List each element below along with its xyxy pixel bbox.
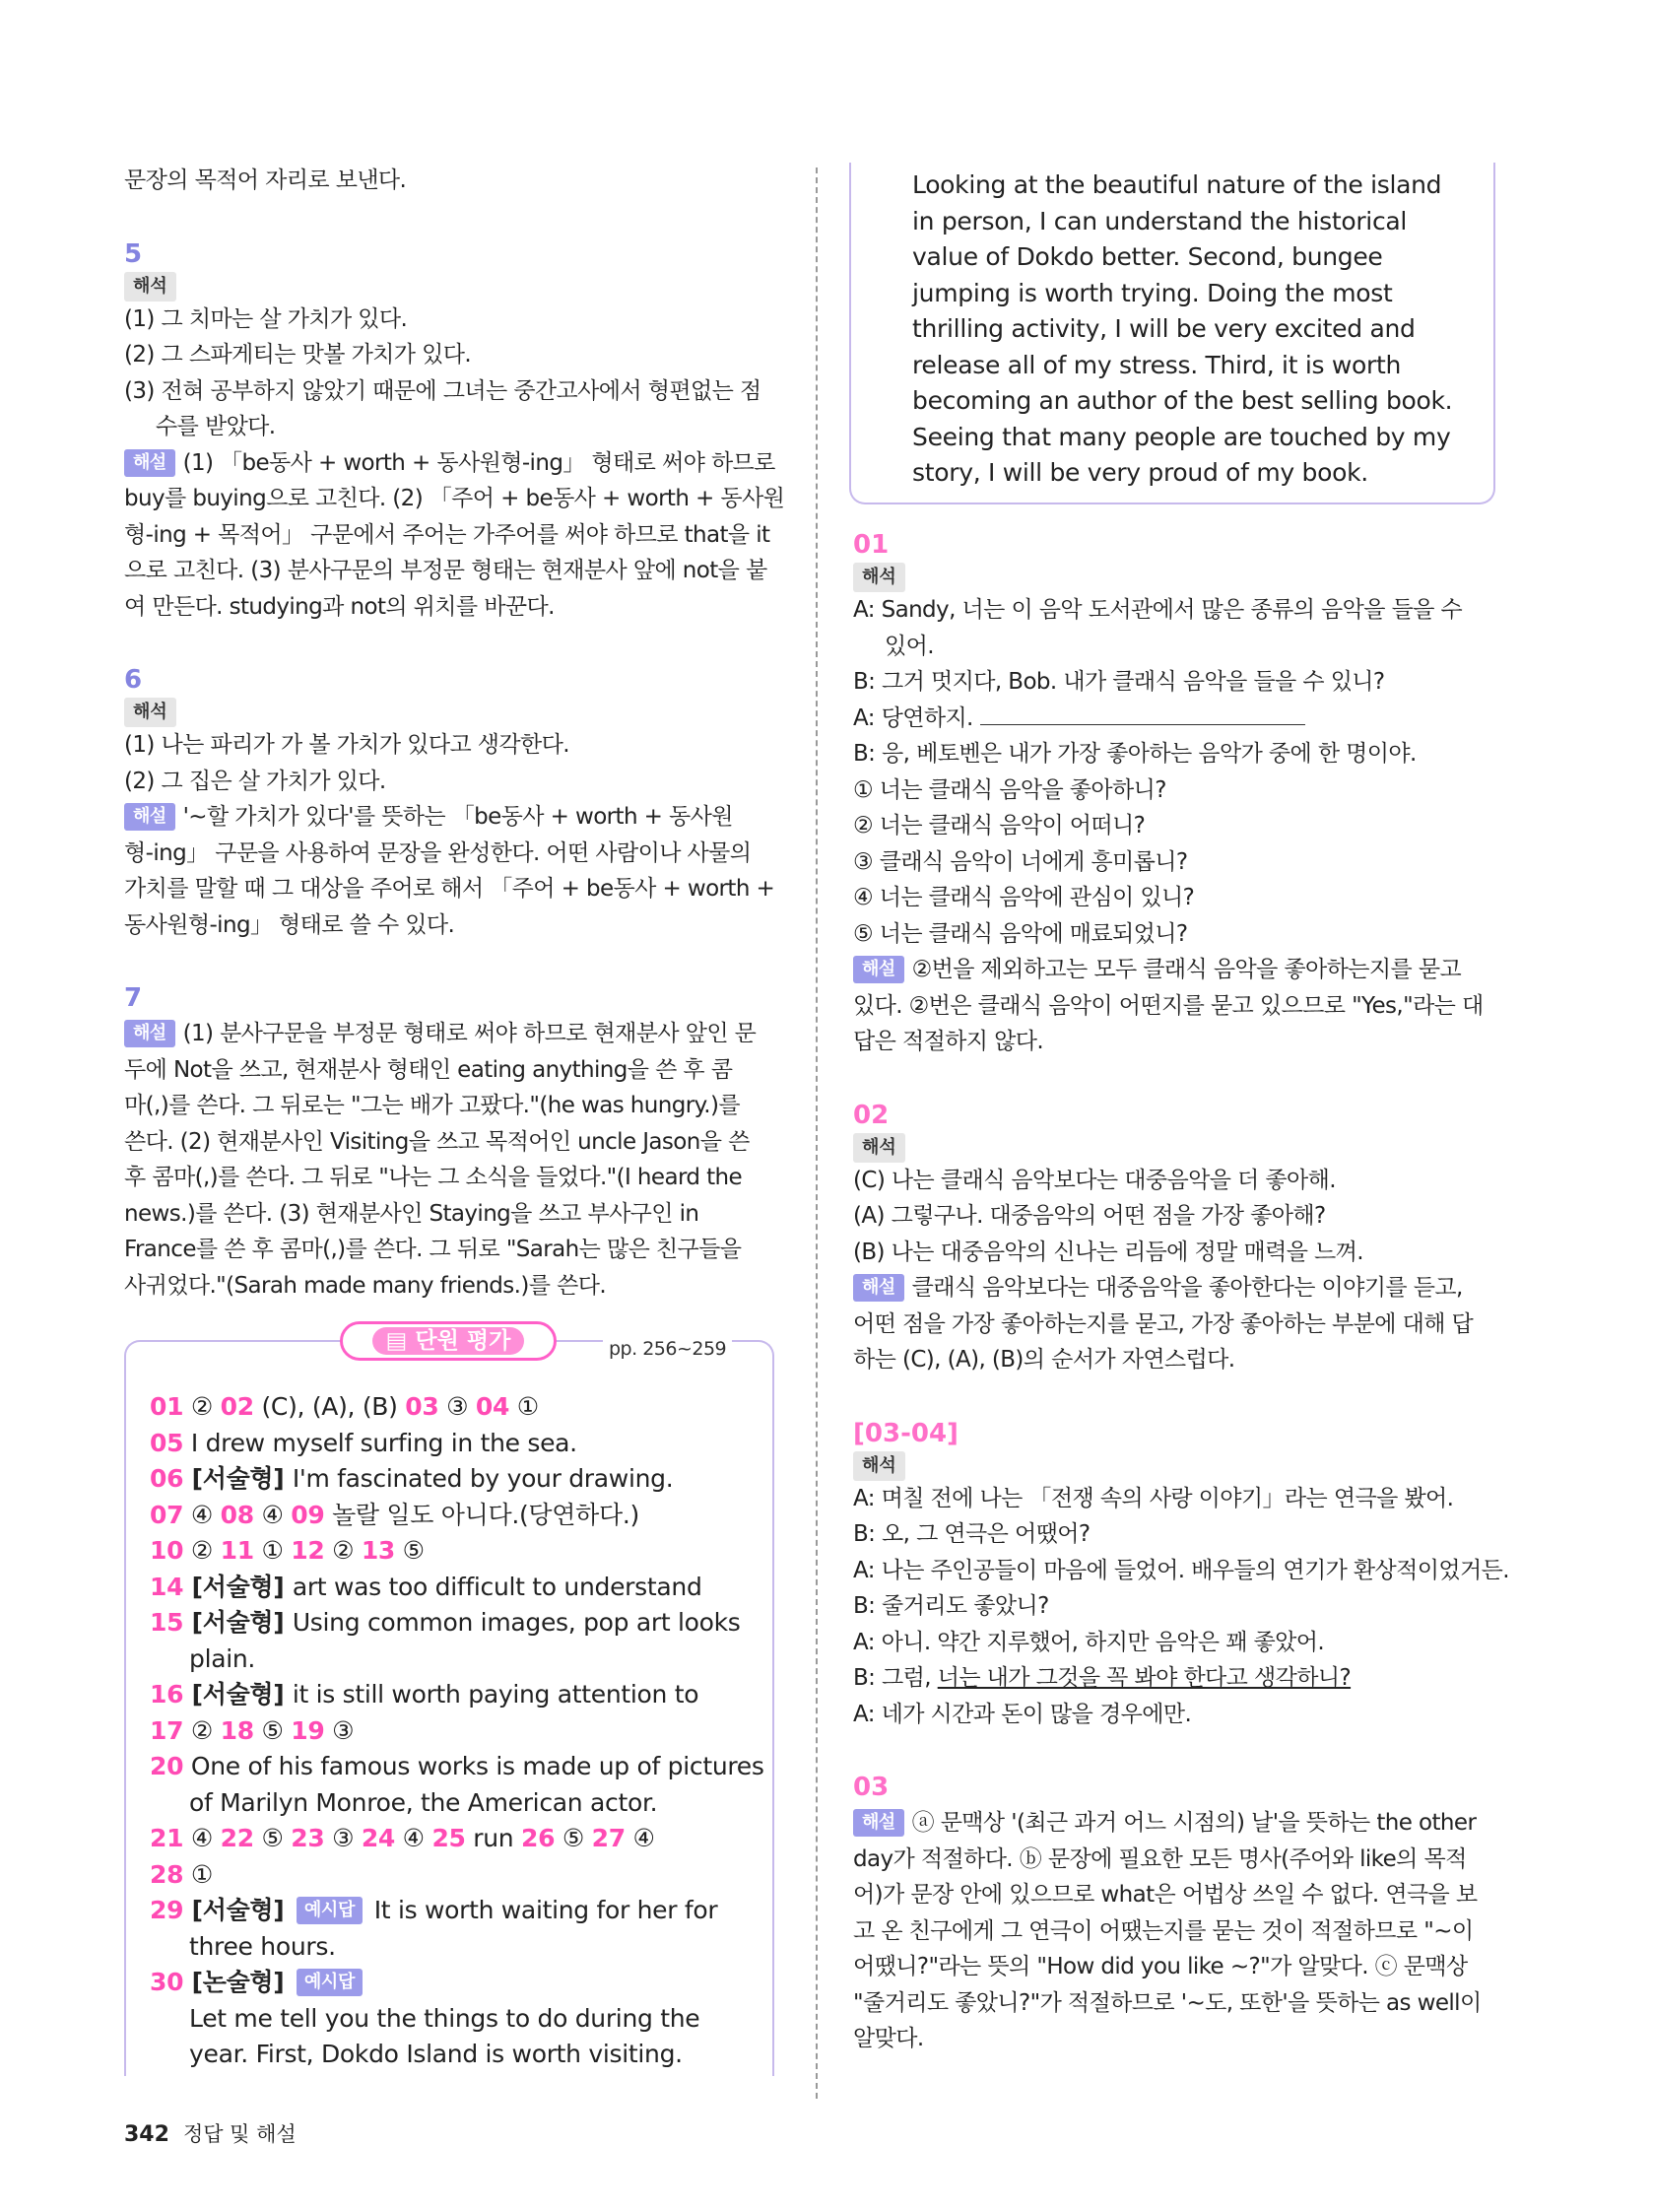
answer-number: 07 bbox=[150, 1500, 184, 1529]
answer-line bbox=[150, 1785, 760, 1822]
translation-tag: 해석 bbox=[853, 1133, 905, 1163]
explanation-line: "줄거리도 좋았니?"가 적절하므로 '~도, 또한'을 뜻하는 as well이 bbox=[853, 1989, 1482, 2016]
answer-text: it is still worth paying attention to bbox=[292, 1680, 699, 1709]
explanation-line: (1) 분사구문을 부정문 형태로 써야 하므로 현재분사 앞인 문 bbox=[182, 1021, 757, 1046]
page-footer bbox=[124, 2118, 297, 2148]
answer-number: 15 bbox=[150, 1608, 184, 1637]
question-number: 01 bbox=[853, 530, 890, 560]
answer-number: 27 bbox=[591, 1824, 626, 1852]
answer-number: 30 bbox=[150, 1968, 184, 1996]
explanation-line: 여 만든다. studying과 not의 위치를 바꾼다. bbox=[124, 593, 555, 620]
question-type-label: [논술형] bbox=[183, 1968, 293, 1996]
question-number: [03-04] bbox=[853, 1418, 959, 1448]
essay-line: jumping is worth trying. Doing the most bbox=[912, 278, 1393, 307]
explanation-tag: 해설 bbox=[853, 1274, 904, 1302]
answer-text: year. First, Dokdo Island is worth visiting. bbox=[189, 2040, 683, 2068]
essay-line: story, I will be very proud of my book. bbox=[912, 458, 1368, 487]
translation-tag: 해석 bbox=[124, 272, 176, 302]
answer-number: 04 bbox=[475, 1392, 510, 1421]
answer-text: ① bbox=[509, 1392, 539, 1421]
answer-text: art was too difficult to understand bbox=[292, 1572, 702, 1601]
answer-line bbox=[150, 1498, 760, 1534]
explanation-line: day가 적절하다. ⓑ 문장에 필요한 모든 명사(주어와 like의 목적 bbox=[853, 1845, 1467, 1872]
dialogue-line: A: 아니. 약간 지루했어, 하지만 음악은 꽤 좋았어. bbox=[853, 1629, 1325, 1655]
answer-line bbox=[150, 1821, 760, 1857]
answer-line bbox=[150, 1570, 760, 1606]
answer-line bbox=[150, 1677, 760, 1713]
left-column bbox=[124, 163, 785, 1304]
answer-text: ① bbox=[253, 1536, 292, 1565]
essay-continuation bbox=[912, 168, 1493, 492]
answer-text: ② bbox=[183, 1392, 221, 1421]
book-icon: ▤ bbox=[385, 1328, 416, 1354]
answer-number: 16 bbox=[150, 1680, 184, 1709]
choice-line: ⑤ 너는 클래식 음악에 매료되었니? bbox=[853, 920, 1188, 947]
answer-text: ② bbox=[183, 1536, 221, 1565]
page-number: 342 bbox=[124, 2122, 169, 2147]
explanation-line: 고 온 친구에게 그 연극이 어땠는지를 묻는 것이 적절하므로 "~이 bbox=[853, 1917, 1474, 1944]
explanation-line: 형-ing」 구문을 사용하여 문장을 완성한다. 어떤 사람이나 사물의 bbox=[124, 839, 752, 866]
essay-line: value of Dokdo better. Second, bungee bbox=[912, 242, 1383, 271]
answer-number: 23 bbox=[291, 1824, 325, 1852]
answer-text: (C), (A), (B) bbox=[253, 1392, 406, 1421]
explanation-line: news.)를 쓴다. (3) 현재분사인 Staying을 쓰고 부사구인 in bbox=[124, 1200, 699, 1227]
translation-tag: 해석 bbox=[853, 563, 905, 592]
answer-number: 22 bbox=[220, 1824, 254, 1852]
explanation-line: 어땠니?"라는 뜻의 "How did you like ~?"가 알맞다. ⓒ 문맥상 bbox=[853, 1954, 1468, 1979]
answer-line bbox=[150, 1749, 764, 1785]
answer-text: ④ bbox=[183, 1500, 221, 1529]
answer-text: ⑤ bbox=[555, 1824, 592, 1852]
explanation-line: ⓐ 문맥상 '(최근 과거 어느 시점의) 날'을 뜻하는 the other bbox=[911, 1810, 1477, 1836]
answer-text: ④ bbox=[395, 1824, 432, 1852]
explanation-line: 있다. ②번은 클래식 음악이 어떤지를 묻고 있으므로 "Yes,"라는 대 bbox=[853, 992, 1484, 1019]
column-divider bbox=[816, 168, 818, 2099]
answer-line bbox=[150, 1642, 760, 1678]
question-type-label: [서술형] bbox=[183, 1572, 293, 1601]
question-type-label: [서술형] bbox=[183, 1896, 293, 1924]
answer-text: ② bbox=[183, 1715, 221, 1745]
translation-line: (C) 나는 클래식 음악보다는 대중음악을 더 좋아해. bbox=[853, 1167, 1336, 1193]
dialogue-line: B: 그럼, bbox=[853, 1665, 938, 1691]
answer-number: 02 bbox=[220, 1392, 254, 1421]
explanation-line: 클래식 음악보다는 대중음악을 좋아한다는 이야기를 듣고, bbox=[911, 1275, 1463, 1301]
explanation-line: 알맞다. bbox=[853, 2026, 924, 2051]
answer-text: 놀랄 일도 아니다.(당연하다.) bbox=[324, 1500, 639, 1529]
explanation-line: 하는 (C), (A), (B)의 순서가 자연스럽다. bbox=[853, 1347, 1235, 1373]
choice-line: ③ 클래식 음악이 너에게 흥미롭니? bbox=[853, 848, 1188, 875]
dialogue-line: B: 그거 멋지다, Bob. 내가 클래식 음악을 들을 수 있니? bbox=[853, 669, 1385, 695]
choice-line: ④ 너는 클래식 음악에 관심이 있니? bbox=[853, 885, 1195, 910]
explanation-line: (1) 「be동사 + worth + 동사원형-ing」 형태로 써야 하므로 bbox=[182, 449, 775, 476]
explanation-line: 사귀었다."(Sarah made many friends.)를 쓴다. bbox=[124, 1272, 607, 1299]
explanation-line: ②번을 제외하고는 모두 클래식 음악을 좋아하는지를 묻고 bbox=[911, 957, 1462, 982]
translation-line: (2) 그 집은 살 가치가 있다. bbox=[124, 768, 386, 794]
answer-line bbox=[150, 1533, 760, 1570]
answer-line bbox=[150, 1605, 760, 1642]
answer-number: 24 bbox=[361, 1824, 396, 1852]
translation-line: (3) 전혀 공부하지 않았기 때문에 그녀는 중간고사에서 형편없는 점 bbox=[124, 377, 761, 404]
explanation-tag: 해설 bbox=[124, 803, 175, 831]
dialogue-line: A: Sandy, 너는 이 음악 도서관에서 많은 종류의 음악을 들을 수 bbox=[853, 597, 1463, 623]
answer-text: ④ bbox=[253, 1500, 292, 1529]
answer-text: ⑤ bbox=[253, 1715, 292, 1745]
dialogue-line: A: 당연하지. bbox=[853, 704, 973, 731]
explanation-line: '~할 가치가 있다'를 뜻하는 「be동사 + worth + 동사원 bbox=[182, 804, 733, 830]
essay-line: Seeing that many people are touched by my bbox=[912, 422, 1451, 451]
answer-text: of Marilyn Monroe, the American actor. bbox=[189, 1787, 658, 1817]
answer-text: Using common images, pop art looks bbox=[292, 1608, 741, 1637]
answer-number: 13 bbox=[361, 1536, 396, 1565]
dialogue-line: A: 네가 시간과 돈이 많을 경우에만. bbox=[853, 1701, 1192, 1727]
translation-line: (A) 그렇구나. 대중음악의 어떤 점을 가장 좋아해? bbox=[853, 1203, 1326, 1229]
explanation-line: 두에 Not을 쓰고, 현재분사 형태인 eating anything을 쓴 후 콤 bbox=[124, 1056, 733, 1083]
answer-number: 11 bbox=[220, 1536, 254, 1565]
answer-line bbox=[150, 1965, 760, 2001]
explanation-line: 형-ing + 목적어」 구문에서 주어는 가주어를 써야 하므로 that을 it bbox=[124, 521, 770, 548]
page-range: pp. 256~259 bbox=[603, 1338, 732, 1360]
explanation-line: 마(,)를 쓴다. 그 뒤로는 "그는 배가 고팠다."(he was hungry.)를 bbox=[124, 1093, 741, 1118]
answer-number: 01 bbox=[150, 1392, 184, 1421]
unit-evaluation-header bbox=[340, 1321, 557, 1361]
dialogue-line: 있어. bbox=[885, 633, 934, 659]
answer-line bbox=[150, 1461, 760, 1498]
answer-line bbox=[150, 1389, 760, 1426]
explanation-tag: 해설 bbox=[124, 1020, 175, 1047]
question-number: 5 bbox=[124, 238, 143, 269]
explanation-line: 어)가 문장 안에 있으므로 what은 어법상 쓰일 수 없다. 연극을 보 bbox=[853, 1882, 1478, 1908]
answer-text: ③ bbox=[324, 1824, 362, 1852]
dialogue-line: B: 응, 베토벤은 내가 가장 좋아하는 음악가 중에 한 명이야. bbox=[853, 741, 1417, 767]
answer-line bbox=[150, 1857, 760, 1894]
answer-line bbox=[150, 1713, 760, 1750]
underlined-question: 너는 내가 그것을 꼭 봐야 한다고 생각하니? bbox=[937, 1665, 1352, 1691]
explanation-line: 동사원형-ing」 형태로 쓸 수 있다. bbox=[124, 911, 455, 938]
answer-number: 21 bbox=[150, 1824, 184, 1852]
answer-number: 18 bbox=[220, 1715, 254, 1745]
translation-line: 수를 받았다. bbox=[156, 414, 276, 439]
translation-tag: 해석 bbox=[853, 1451, 905, 1481]
answer-text: One of his famous works is made up of pictures bbox=[183, 1752, 764, 1780]
explanation-line: 답은 적절하지 않다. bbox=[853, 1029, 1044, 1054]
translation-tag: 해석 bbox=[124, 698, 176, 727]
answer-line bbox=[150, 1426, 760, 1462]
unit-evaluation-title: 단원 평가 bbox=[415, 1328, 511, 1354]
essay-line: becoming an author of the best selling book. bbox=[912, 386, 1453, 415]
question-number: 02 bbox=[853, 1100, 890, 1130]
question-number: 6 bbox=[124, 665, 143, 695]
answer-text: ① bbox=[183, 1859, 213, 1889]
dialogue-line: A: 나는 주인공들이 마음에 들었어. 배우들의 연기가 환상적이었거든. bbox=[853, 1557, 1509, 1583]
question-number: 03 bbox=[853, 1773, 890, 1802]
explanation-line: France를 쓴 후 콤마(,)를 쓴다. 그 뒤로 "Sarah는 많은 친구들을 bbox=[124, 1237, 742, 1262]
answer-number: 17 bbox=[150, 1715, 184, 1745]
answer-text: ④ bbox=[183, 1824, 221, 1852]
essay-line: in person, I can understand the historical bbox=[912, 206, 1408, 235]
question-number: 7 bbox=[124, 983, 143, 1013]
answer-number: 08 bbox=[220, 1500, 254, 1529]
dialogue-line: B: 줄거리도 좋았니? bbox=[853, 1593, 1049, 1619]
footer-label: 정답 및 해설 bbox=[182, 2122, 297, 2146]
explanation-tag: 해설 bbox=[853, 956, 904, 983]
choice-line: ② 너는 클래식 음악이 어떠니? bbox=[853, 813, 1146, 838]
answer-line bbox=[150, 2037, 760, 2073]
answer-line bbox=[150, 1929, 760, 1966]
right-column bbox=[853, 527, 1509, 2057]
explanation-line: 후 콤마(,)를 쓴다. 그 뒤로 "나는 그 소식을 들었다."(I heard the bbox=[124, 1165, 743, 1190]
answer-text: ⑤ bbox=[253, 1824, 292, 1852]
answer-text: I'm fascinated by your drawing. bbox=[292, 1464, 674, 1493]
answer-number: 20 bbox=[150, 1752, 184, 1780]
translation-line: (1) 그 치마는 살 가치가 있다. bbox=[124, 305, 408, 332]
answer-text: It is worth waiting for her for bbox=[366, 1896, 718, 1924]
answer-text: ③ bbox=[324, 1715, 355, 1745]
answer-number: 03 bbox=[405, 1392, 439, 1421]
translation-line: (2) 그 스파게티는 맛볼 가치가 있다. bbox=[124, 342, 472, 368]
explanation-tag: 해설 bbox=[853, 1809, 904, 1837]
answer-line bbox=[150, 1893, 760, 1929]
explanation-line: 쓴다. (2) 현재분사인 Visiting을 쓰고 목적어인 uncle Jason을 쓴 bbox=[124, 1128, 750, 1155]
answer-text: ③ bbox=[438, 1392, 476, 1421]
essay-line: Looking at the beautiful nature of the island bbox=[912, 170, 1442, 199]
essay-line: release all of my stress. Third, it is worth bbox=[912, 350, 1402, 379]
question-type-label: [서술형] bbox=[183, 1608, 293, 1637]
intro-text: 문장의 목적어 자리로 보낸다. bbox=[124, 168, 407, 193]
translation-line: (B) 나는 대중음악의 신나는 리듬에 정말 매력을 느껴. bbox=[853, 1239, 1363, 1265]
sample-answer-tag: 예시답 bbox=[297, 1897, 363, 1924]
answer-text: I drew myself surfing in the sea. bbox=[183, 1428, 577, 1457]
answer-number: 12 bbox=[291, 1536, 325, 1565]
dialogue-line: B: 오, 그 연극은 어땠어? bbox=[853, 1521, 1091, 1547]
essay-line: thrilling activity, I will be very excited and bbox=[912, 314, 1416, 343]
answer-number: 10 bbox=[150, 1536, 184, 1565]
dialogue-line: A: 며칠 전에 나는 「전쟁 속의 사랑 이야기」라는 연극을 봤어. bbox=[853, 1485, 1454, 1511]
explanation-tag: 해설 bbox=[124, 449, 175, 477]
answer-number: 28 bbox=[150, 1859, 184, 1889]
explanation-line: 가치를 말할 때 그 대상을 주어로 해서 「주어 + be동사 + worth + bbox=[124, 876, 775, 902]
explanation-line: 어떤 점을 가장 좋아하는지를 묻고, 가장 좋아하는 부분에 대해 답 bbox=[853, 1310, 1474, 1337]
answer-number: 06 bbox=[150, 1464, 184, 1493]
answer-number: 26 bbox=[521, 1824, 556, 1852]
answer-text: ⑤ bbox=[395, 1536, 425, 1565]
choice-line: ① 너는 클래식 음악을 좋아하니? bbox=[853, 776, 1166, 803]
question-type-label: [서술형] bbox=[183, 1464, 293, 1493]
answer-number: 14 bbox=[150, 1572, 184, 1601]
translation-line: (1) 나는 파리가 가 볼 가치가 있다고 생각한다. bbox=[124, 732, 569, 758]
answer-text: Let me tell you the things to do during the bbox=[189, 2003, 700, 2033]
answer-blank bbox=[980, 704, 1305, 725]
answer-text: run bbox=[465, 1824, 522, 1852]
answer-number: 19 bbox=[291, 1715, 325, 1745]
answer-list bbox=[150, 1389, 764, 2073]
answer-text: plain. bbox=[189, 1643, 256, 1673]
answer-number: 25 bbox=[431, 1824, 466, 1852]
question-type-label: [서술형] bbox=[183, 1680, 293, 1709]
sample-answer-tag: 예시답 bbox=[297, 1969, 363, 1996]
answer-number: 29 bbox=[150, 1896, 184, 1924]
explanation-line: buy를 buying으로 고친다. (2) 「주어 + be동사 + worth + 동사원 bbox=[124, 486, 785, 511]
answer-number: 05 bbox=[150, 1428, 184, 1457]
answer-line bbox=[150, 2001, 760, 2038]
answer-number: 09 bbox=[291, 1500, 325, 1529]
answer-text: ② bbox=[324, 1536, 362, 1565]
answer-text: three hours. bbox=[189, 1931, 336, 1961]
answer-text: ④ bbox=[625, 1824, 655, 1852]
explanation-line: 으로 고친다. (3) 분사구문의 부정문 형태는 현재분사 앞에 not을 붙 bbox=[124, 558, 767, 583]
